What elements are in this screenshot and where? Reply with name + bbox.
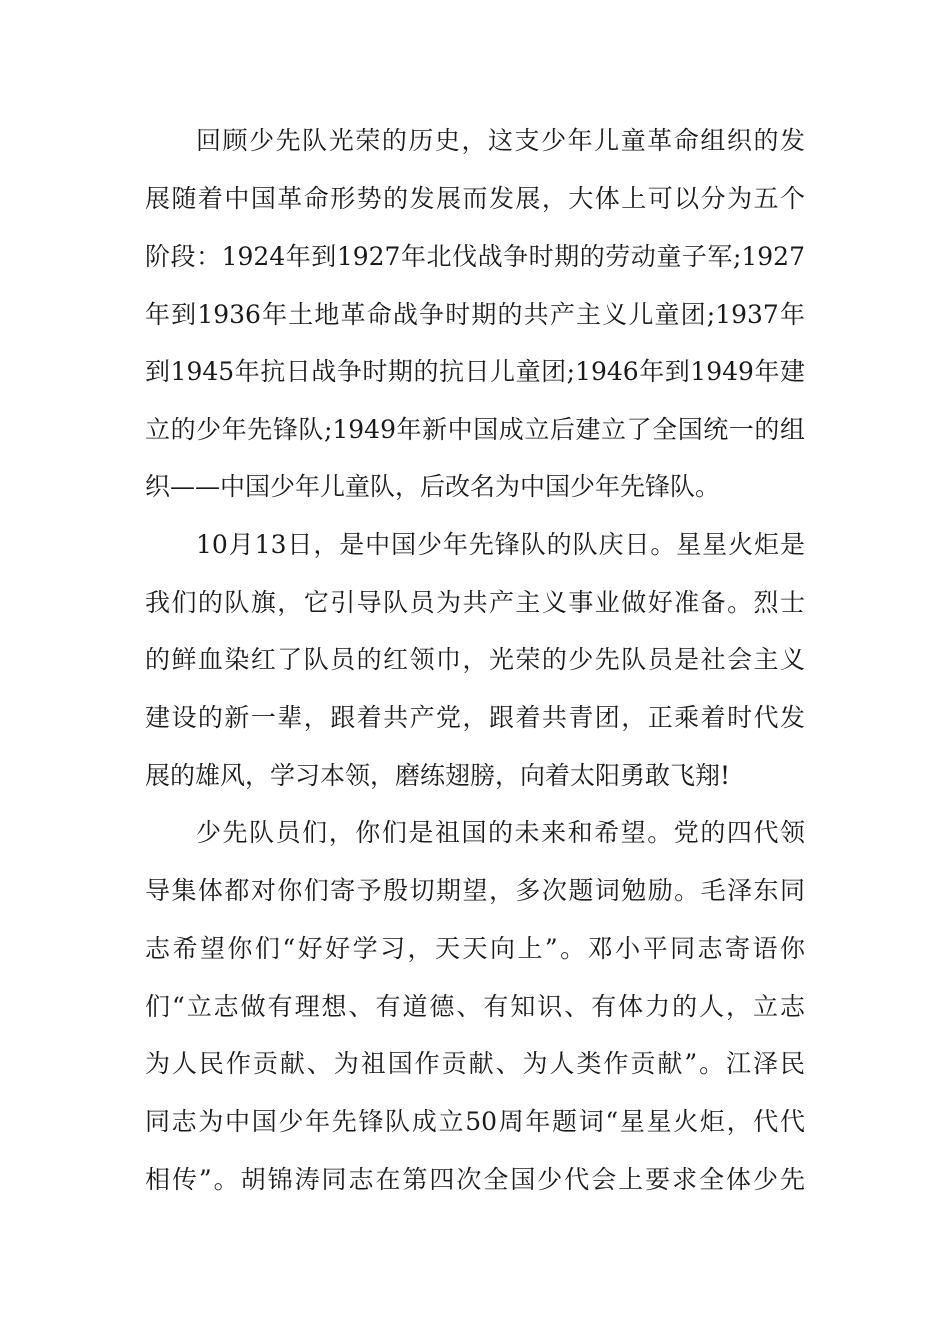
text-line: 年到1936年土地革命战争时期的共产主义儿童团;1937年 <box>145 300 805 329</box>
text-line: 同志为中国少年先锋队成立50周年题词“星星火炬，代代 <box>145 1107 805 1136</box>
text-line: 到1945年抗日战争时期的抗日儿童团;1946年到1949年建 <box>145 357 805 386</box>
text-line: 志希望你们“好好学习，天天向上”。邓小平同志寄语你 <box>145 934 805 963</box>
text-line: 立的少年先锋队;1949年新中国成立后建立了全国统一的组 <box>145 415 805 444</box>
text-line: 的鲜血染红了队员的红领巾，光荣的少先队员是社会主义 <box>145 645 805 674</box>
text-line: 为人民作贡献、为祖国作贡献、为人类作贡献”。江泽民 <box>145 1049 805 1078</box>
text-line: 展随着中国革命形势的发展而发展，大体上可以分为五个 <box>145 184 805 213</box>
text-line: 建设的新一辈，跟着共产党，跟着共青团，正乘着时代发 <box>145 703 805 732</box>
text-line: 们“立志做有理想、有道德、有知识、有体力的人，立志 <box>145 992 805 1021</box>
text-line: 导集体都对你们寄予殷切期望，多次题词勉励。毛泽东同 <box>145 876 805 905</box>
text-line: 我们的队旗，它引导队员为共产主义事业做好准备。烈士 <box>145 588 805 617</box>
text-line: 相传”。胡锦涛同志在第四次全国少代会上要求全体少先 <box>145 1165 805 1194</box>
text-line: 展的雄风，学习本领，磨练翅膀，向着太阳勇敢飞翔! <box>145 761 731 790</box>
text-line: 织——中国少年儿童队，后改名为中国少年先锋队。 <box>145 472 721 501</box>
text-line: 回顾少先队光荣的历史，这支少年儿童革命组织的发 <box>196 126 805 155</box>
text-line: 少先队员们，你们是祖国的未来和希望。党的四代领 <box>196 818 805 847</box>
text-line: 10月13日，是中国少年先锋队的队庆日。星星火炬是 <box>196 530 805 559</box>
text-line: 阶段：1924年到1927年北伐战争时期的劳动童子军;1927 <box>145 242 805 271</box>
